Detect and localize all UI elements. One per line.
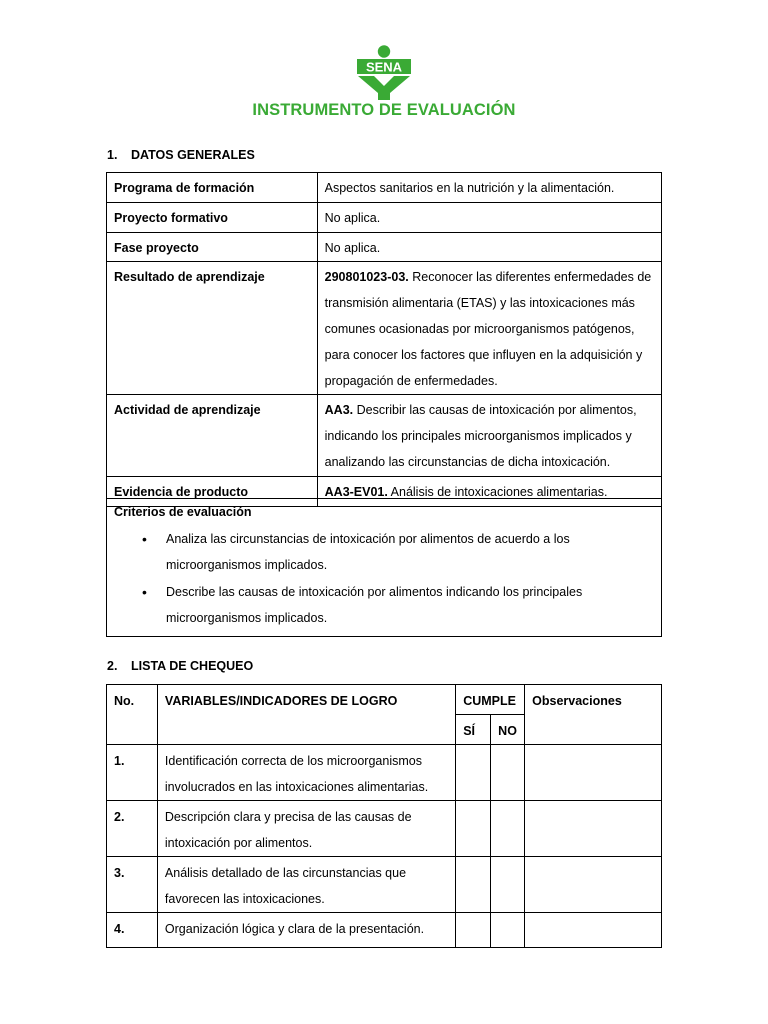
- si-cell[interactable]: [456, 745, 491, 801]
- table-row: [107, 232, 662, 262]
- row-number: 1.: [107, 745, 158, 801]
- section-number: 2.: [107, 659, 118, 673]
- value-prefix: AA3.: [324, 403, 354, 418]
- si-cell[interactable]: [456, 913, 491, 948]
- header-variables: VARIABLES/INDICADORES DE LOGRO: [157, 685, 455, 745]
- section-title: DATOS GENERALES: [131, 148, 255, 162]
- row-indicator: Descripción clara y precisa de las causas de intoxicación por alimentos.: [157, 801, 455, 857]
- row-number: 2.: [107, 801, 158, 857]
- row-label: Proyecto formativo: [107, 202, 318, 232]
- header-no: No.: [107, 685, 158, 745]
- table-row: [107, 801, 662, 857]
- header-cumple: CUMPLE: [456, 685, 525, 715]
- list-item: • Describe las causas de intoxicación por alimentos indicando los principales microorganismos implicados.: [138, 579, 654, 632]
- observaciones-cell[interactable]: [525, 801, 662, 857]
- criteria-list: [114, 526, 654, 632]
- criteria-title: Criterios de evaluación: [114, 505, 252, 519]
- table-row: [107, 395, 662, 476]
- table-row: [107, 913, 662, 948]
- row-value: [317, 173, 661, 203]
- row-label: Evidencia de producto: [107, 476, 318, 506]
- sena-logo: [354, 44, 414, 102]
- header-observaciones: Observaciones: [525, 685, 662, 745]
- table-header-row: [107, 685, 662, 715]
- value-text: Aspectos sanitarios en la nutrición y la alimentación.: [324, 181, 615, 195]
- row-label: Resultado de aprendizaje: [107, 262, 318, 395]
- value-text: No aplica.: [324, 210, 381, 225]
- list-item: • Analiza las circunstancias de intoxicación por alimentos de acuerdo a los microorganismos implicados.: [138, 526, 654, 579]
- table-row: [107, 202, 662, 232]
- general-data-table: [106, 172, 662, 507]
- header-no-option: NO: [491, 715, 525, 745]
- value-text: No aplica.: [324, 240, 381, 255]
- section-title: LISTA DE CHEQUEO: [131, 659, 254, 673]
- section-number: 1.: [107, 148, 118, 162]
- value-prefix: AA3-EV01.: [324, 484, 388, 499]
- no-cell[interactable]: [491, 801, 525, 857]
- row-number: 4.: [107, 913, 158, 948]
- section-heading-datos-generales: [107, 148, 255, 162]
- no-cell[interactable]: [491, 745, 525, 801]
- row-label: Actividad de aprendizaje: [107, 395, 318, 476]
- observaciones-cell[interactable]: [525, 745, 662, 801]
- row-value: [317, 395, 661, 476]
- table-row: [107, 262, 662, 395]
- value-text: Describir las causas de intoxicación por alimentos, indicando los principales microorganismos implicados y analizando las circunstancias de dicha intoxicación.: [324, 403, 637, 469]
- row-number: 3.: [107, 857, 158, 913]
- page-title: INSTRUMENTO DE EVALUACIÓN: [252, 101, 516, 119]
- row-label: Fase proyecto: [107, 232, 318, 262]
- row-indicator: Identificación correcta de los microorganismos involucrados en las intoxicaciones alimentarias.: [157, 745, 455, 801]
- row-value: [317, 262, 661, 395]
- value-text: Análisis de intoxicaciones alimentarias.: [387, 484, 608, 499]
- row-value: [317, 202, 661, 232]
- evaluation-criteria-box: [106, 498, 662, 637]
- table-row: [107, 857, 662, 913]
- value-prefix: 290801023-03.: [324, 270, 409, 285]
- si-cell[interactable]: [456, 801, 491, 857]
- row-label: Programa de formación: [107, 173, 318, 203]
- header-si: SÍ: [456, 715, 491, 745]
- observaciones-cell[interactable]: [525, 857, 662, 913]
- row-indicator: Análisis detallado de las circunstancias que favorecen las intoxicaciones.: [157, 857, 455, 913]
- logo-text: SENA: [365, 59, 403, 75]
- table-row: [107, 745, 662, 801]
- table-row: [107, 173, 662, 203]
- table-row: [107, 499, 662, 637]
- section-heading-lista-de-chequeo: [107, 659, 253, 673]
- value-text: Reconocer las diferentes enfermedades de transmisión alimentaria (ETAS) y las intoxicaciones más comunes ocasionadas por microorganismos patógenos, para conocer los factores que influyen en la adquisición y propagación de enfermedades.: [324, 270, 652, 388]
- row-value: [317, 232, 661, 262]
- si-cell[interactable]: [456, 857, 491, 913]
- criteria-cell: [107, 499, 662, 637]
- checklist-table: [106, 684, 662, 948]
- observaciones-cell[interactable]: [525, 913, 662, 948]
- no-cell[interactable]: [491, 913, 525, 948]
- no-cell[interactable]: [491, 857, 525, 913]
- row-indicator: Organización lógica y clara de la presentación.: [157, 913, 455, 948]
